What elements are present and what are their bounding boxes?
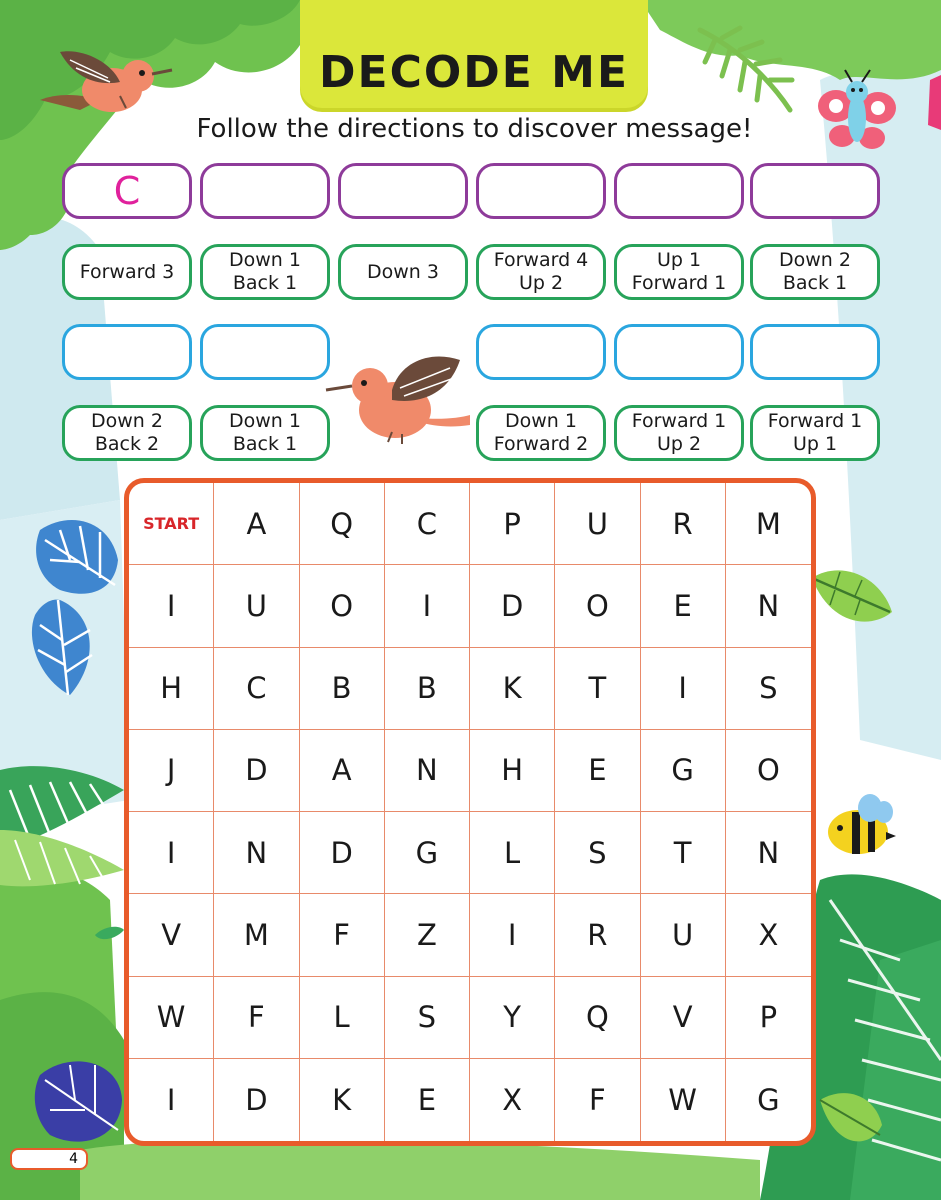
grid-cell[interactable]: E	[385, 1059, 470, 1141]
instructions-text: Follow the directions to discover message!	[196, 114, 753, 144]
directions-row-1	[62, 244, 882, 304]
direction-box	[614, 244, 744, 300]
answer-box[interactable]	[338, 163, 468, 219]
answer-box[interactable]	[476, 324, 606, 380]
answer-box[interactable]	[750, 163, 880, 219]
answer-letter: C	[113, 169, 141, 213]
grid-cell[interactable]: N	[214, 812, 299, 894]
grid-cell[interactable]: E	[555, 730, 640, 812]
grid-cell[interactable]: C	[385, 483, 470, 565]
grid-cell[interactable]: I	[129, 812, 214, 894]
grid-cell[interactable]: S	[726, 648, 811, 730]
direction-box	[200, 405, 330, 461]
grid-cell[interactable]: V	[641, 977, 726, 1059]
grid-cell[interactable]: R	[641, 483, 726, 565]
page-number: 4	[10, 1148, 88, 1170]
direction-text: Down 1 Back 1	[229, 410, 301, 455]
grid-cell[interactable]: T	[555, 648, 640, 730]
direction-text: Forward 4 Up 2	[493, 249, 589, 294]
grid-cell[interactable]: O	[300, 565, 385, 647]
grid-cell[interactable]: F	[300, 894, 385, 976]
direction-box	[62, 405, 192, 461]
direction-box	[338, 244, 468, 300]
fern-icon	[0, 830, 124, 886]
answer-row-1	[62, 163, 882, 223]
grid-cell[interactable]: G	[385, 812, 470, 894]
grid-cell[interactable]: O	[555, 565, 640, 647]
direction-box	[476, 244, 606, 300]
answer-box[interactable]	[62, 163, 192, 219]
direction-box	[200, 244, 330, 300]
answer-box[interactable]	[614, 163, 744, 219]
green-canopy	[640, 0, 941, 80]
grid-cell[interactable]: I	[129, 1059, 214, 1141]
title-banner	[300, 0, 648, 108]
grid-cell[interactable]: Z	[385, 894, 470, 976]
grid-cell[interactable]: W	[641, 1059, 726, 1141]
letter-grid	[124, 478, 816, 1146]
grid-cell[interactable]: Q	[555, 977, 640, 1059]
grid-cell[interactable]: U	[641, 894, 726, 976]
grid-cell[interactable]: P	[726, 977, 811, 1059]
grid-cell[interactable]: L	[470, 812, 555, 894]
directions-row-2	[62, 405, 882, 465]
grid-cell[interactable]: G	[757, 1082, 780, 1117]
grid-cell[interactable]: A	[300, 730, 385, 812]
grid-cell[interactable]: C	[214, 648, 299, 730]
direction-text: Up 1 Forward 1	[631, 249, 727, 294]
direction-text: Down 2 Back 2	[91, 410, 163, 455]
grid-cell[interactable]: N	[726, 812, 811, 894]
grid-cell[interactable]: X	[470, 1059, 555, 1141]
grid-cell[interactable]: F	[214, 977, 299, 1059]
grid-cell[interactable]: U	[555, 483, 640, 565]
grid-cell[interactable]: X	[726, 894, 811, 976]
direction-text: Down 1 Forward 2	[493, 410, 589, 455]
direction-box	[62, 244, 192, 300]
grid-cell[interactable]: T	[641, 812, 726, 894]
grid-cell[interactable]: I	[385, 565, 470, 647]
grid-cell[interactable]: D	[214, 730, 299, 812]
grid-cell[interactable]: R	[555, 894, 640, 976]
grid-cell[interactable]: F	[555, 1059, 640, 1141]
answer-box[interactable]	[200, 163, 330, 219]
monstera-leaf-icon	[35, 1061, 122, 1141]
answer-box[interactable]	[614, 324, 744, 380]
direction-text: Down 1 Back 1	[229, 249, 301, 294]
grid-cell[interactable]: E	[641, 565, 726, 647]
grid-cell[interactable]: D	[470, 565, 555, 647]
grid-cell[interactable]: K	[470, 648, 555, 730]
grid-cell[interactable]: D	[300, 812, 385, 894]
grid-cell[interactable]: I	[641, 648, 726, 730]
green-hill	[80, 1139, 760, 1200]
direction-text: Forward 1 Up 1	[767, 410, 863, 455]
grid-cell[interactable]: I	[470, 894, 555, 976]
grid-cell[interactable]: V	[129, 894, 214, 976]
direction-text: Forward 3	[79, 260, 175, 283]
answer-box[interactable]	[200, 324, 330, 380]
grid-cell[interactable]: S	[385, 977, 470, 1059]
grid-cell[interactable]: W	[129, 977, 214, 1059]
grid-cell-start[interactable]: START	[129, 483, 214, 565]
grid-cell[interactable]: Y	[470, 977, 555, 1059]
grid-cell[interactable]: H	[470, 730, 555, 812]
grid-cell[interactable]: N	[385, 730, 470, 812]
grid-cell[interactable]: H	[129, 648, 214, 730]
grid-cell[interactable]: I	[129, 565, 214, 647]
grid-cell[interactable]: A	[214, 483, 299, 565]
direction-box	[614, 405, 744, 461]
grid-cell[interactable]: D	[214, 1059, 299, 1141]
direction-text: Forward 1 Up 2	[631, 410, 727, 455]
bee-icon	[828, 794, 896, 854]
grid-cell[interactable]: U	[214, 565, 299, 647]
answer-box[interactable]	[750, 324, 880, 380]
grid-cell[interactable]: Q	[300, 483, 385, 565]
answer-row-2	[62, 324, 882, 384]
grid-cell[interactable]: S	[555, 812, 640, 894]
direction-box	[476, 405, 606, 461]
grid-cell[interactable]: G	[641, 730, 726, 812]
direction-text: Down 2 Back 1	[779, 249, 851, 294]
grid-cell[interactable]: J	[129, 730, 214, 812]
grid-cell[interactable]: N	[726, 565, 811, 647]
direction-text: Down 3	[367, 260, 439, 283]
direction-box	[750, 244, 880, 300]
grid-cell[interactable]: B	[385, 648, 470, 730]
answer-box[interactable]	[62, 324, 192, 380]
grid-cell[interactable]: K	[300, 1059, 385, 1141]
grid-cell[interactable]: B	[300, 648, 385, 730]
grid-cell[interactable]: L	[300, 977, 385, 1059]
grid-cell[interactable]: O	[726, 730, 811, 812]
page-title: DECODE ME	[318, 47, 629, 98]
grid-cell[interactable]: M	[726, 483, 811, 565]
direction-box	[750, 405, 880, 461]
answer-box[interactable]	[476, 163, 606, 219]
grid-cell[interactable]: P	[470, 483, 555, 565]
grid-cell[interactable]: M	[214, 894, 299, 976]
